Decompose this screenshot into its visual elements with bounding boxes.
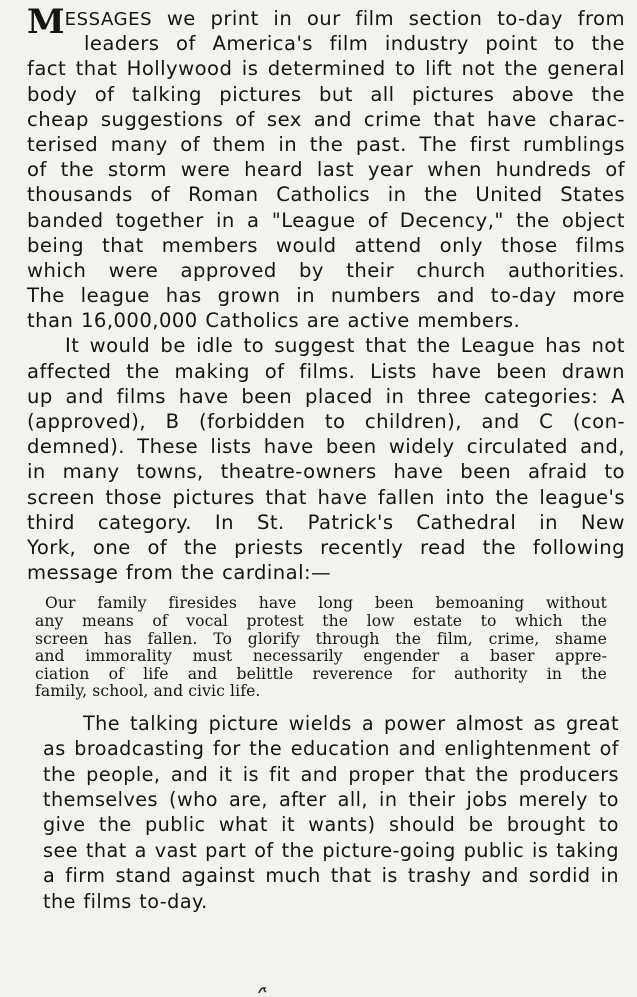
paragraph-1-line: terised many of them in the past. The first rumblings [27, 132, 625, 156]
drop-cap: M [27, 2, 65, 42]
paragraph-1-line: body of talking pictures but all pictures above the [27, 82, 625, 106]
paragraph-2-line: affected the making of films. Lists have been drawn [27, 359, 625, 383]
paragraph-3 [27, 711, 625, 914]
paragraph-2 [27, 333, 625, 585]
paragraph-1-line: fact that Hollywood is determined to lift not the general [27, 57, 625, 81]
paragraph-2-line: It would be idle to suggest that the League has not [65, 334, 625, 358]
paragraph-2-line: (approved), B (forbidden to children), and C (con- [27, 410, 625, 433]
quote-line: screen has fallen. To glorify through the film, crime, shame [35, 629, 607, 648]
paragraph-2-line: York, one of the priests recently read the following [27, 535, 625, 559]
paragraph-2-line: third category. In St. Patrick's Cathedral in New [27, 510, 625, 534]
paragraph-3-line: give the public what it wants) should be brought to [43, 813, 619, 837]
paragraph-3-line: see that a vast part of the picture-going public is taking [43, 838, 619, 862]
spacer [27, 701, 625, 711]
paragraph-1-line: of the storm were heard last year when hundreds of [27, 158, 625, 182]
paragraph-2-line: up and films have been placed in three categories: A [27, 384, 625, 408]
paragraph-1-line: The league has grown in numbers and to-day more [27, 284, 625, 308]
paragraph-3-line: the people, and it is fit and proper that the producers [43, 762, 619, 786]
paragraph-3-line: a firm stand against much that is trashy and sordid in [43, 864, 619, 888]
paragraph-2-line: in many towns, theatre-owners have been afraid to [27, 460, 625, 484]
paragraph-1-line: thousands of Roman Catholics in the United States [27, 183, 625, 207]
quote-line: ciation of life and belittle reverence for authority in the [35, 664, 607, 683]
paragraph-2-line: message from the cardinal:— [27, 561, 332, 585]
paragraph-3-line: the films to-day. [43, 889, 208, 913]
paragraph-3-line: The talking picture wields a power almost as great [83, 711, 619, 735]
quote-line: and immorality must necessarily engender a baser appre- [35, 647, 607, 666]
paragraph-1-line: being that members would attend only those films [27, 233, 625, 257]
print-mark-icon [258, 986, 268, 994]
quote-line: family, school, and civic life. [35, 682, 261, 701]
paragraph-3-line: as broadcasting for the education and enlightenment of [43, 737, 619, 761]
paragraph-1-line: cheap suggestions of sex and crime that have charac- [27, 107, 625, 131]
paragraph-1-line: banded together in a "League of Decency," the object [27, 208, 625, 232]
paragraph-1-line: leaders of America's film industry point to the [84, 32, 625, 56]
small-caps-word: ESSAGES [64, 9, 153, 30]
paragraph-1-line-1: MESSAGES we print in our film section to-day from [27, 2, 625, 42]
paragraph-3-line: themselves (who are, after all, in their jobs merely to [43, 788, 619, 812]
paragraph-1-line: which were approved by their church authorities. [27, 258, 625, 282]
paragraph-2-line: demned). These lists have been widely circulated and, [27, 435, 625, 459]
paragraph-1-line: than 16,000,000 Catholics are active members. [27, 309, 521, 333]
paragraph-1 [27, 2, 625, 333]
quote-line: Our family firesides have long been bemoaning without [45, 594, 607, 613]
paragraph-2-line: screen those pictures that have fallen into the league's [27, 485, 625, 509]
block-quote [27, 595, 625, 701]
quote-line: any means of vocal protest the low estate to which the [35, 611, 607, 630]
